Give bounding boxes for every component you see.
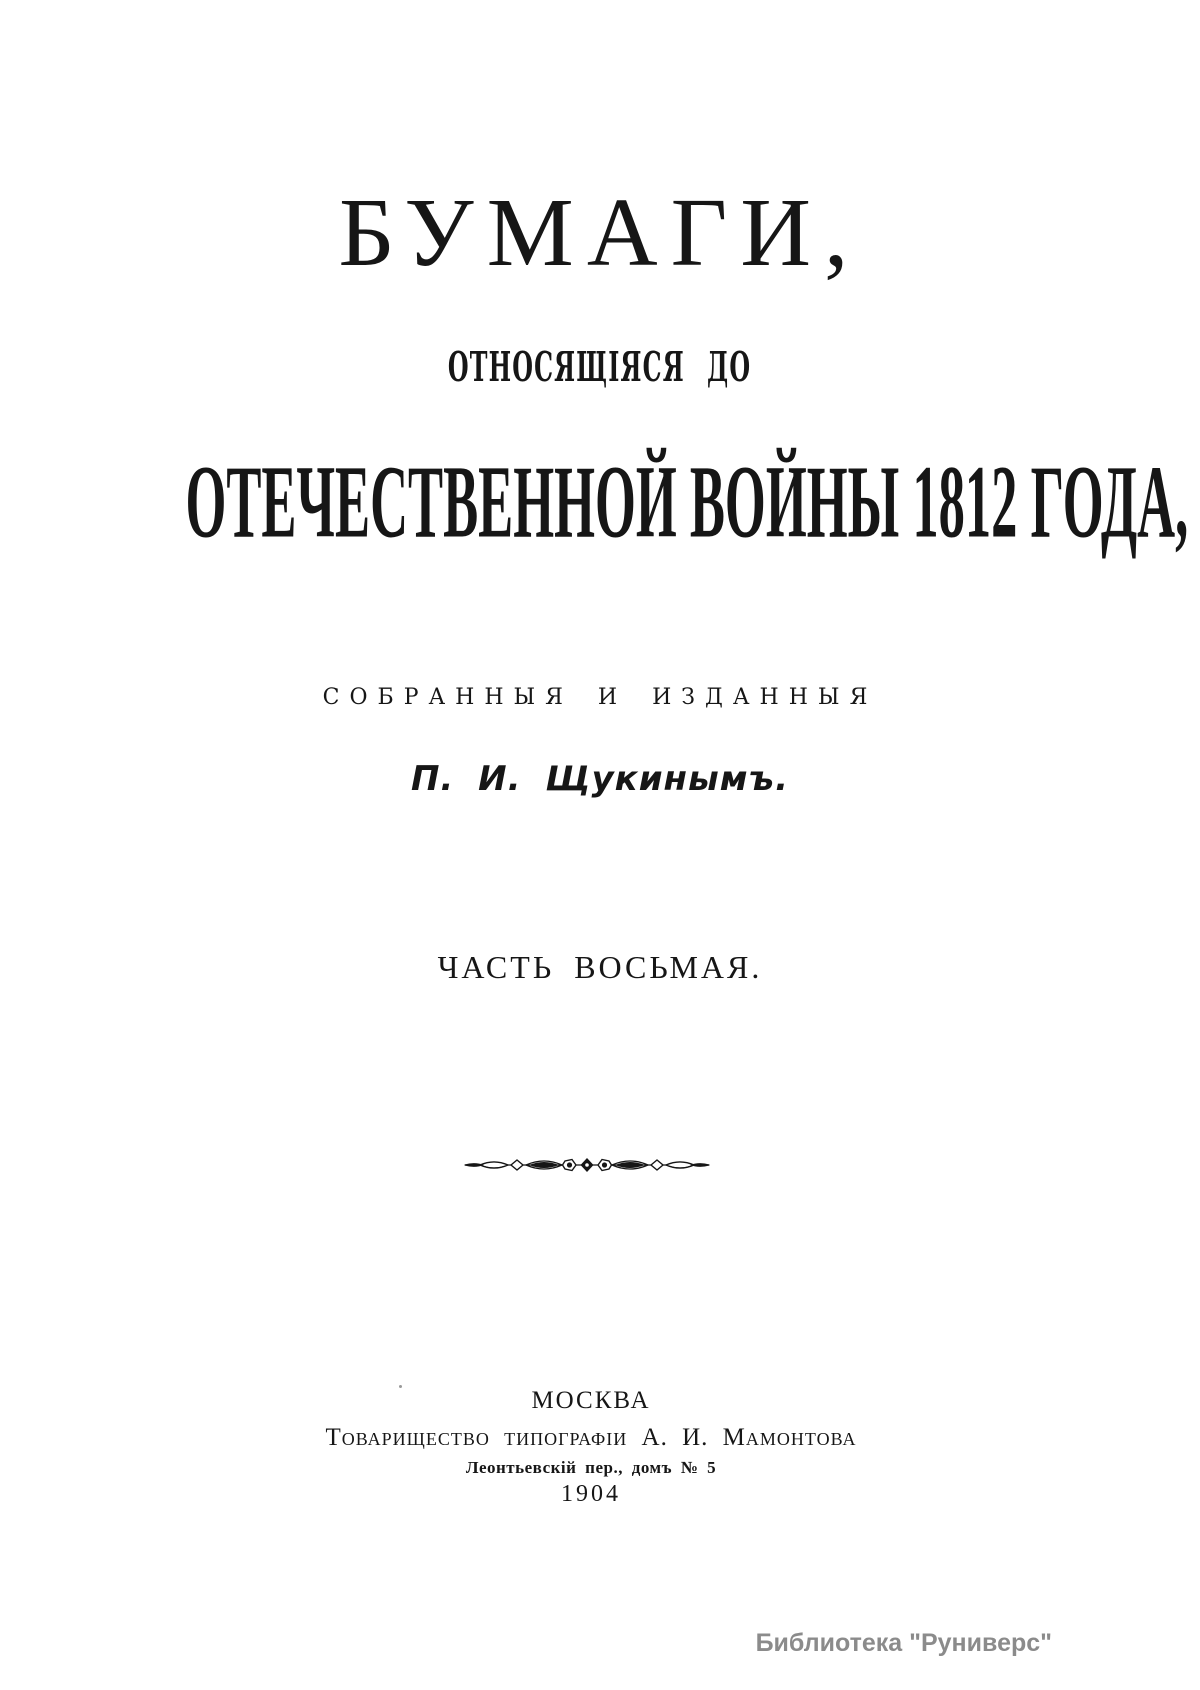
- imprint-publisher: Товарищество типографіи А. И. Мамонтова: [325, 1424, 857, 1451]
- title-subject-line: [0, 444, 1200, 560]
- book-title: БУМАГИ,: [338, 179, 862, 287]
- ornament-divider: [0, 1151, 1200, 1179]
- imprint-address: Леонтьевскій пер., домъ № 5: [465, 1458, 717, 1477]
- imprint-year: 1904: [561, 1481, 621, 1507]
- imprint-city: МОСКВА: [531, 1387, 651, 1414]
- library-watermark: Библиотека "Руниверс": [755, 1629, 1052, 1657]
- typographic-divider-icon: [462, 1151, 712, 1179]
- title-relation-text: ОТНОСЯЩІЯСЯ ДО: [448, 343, 752, 391]
- byline-collected: СОБРАННЫЯ И ИЗДАННЫЯ: [322, 685, 878, 710]
- author-name: П. И. Щукинымъ.: [410, 759, 790, 799]
- part-label: ЧАСТЬ ВОСЬМАЯ.: [437, 949, 763, 985]
- title-subject-text: ОТЕЧЕСТВЕННОЙ ВОЙНЫ 1812 ГОДА,: [185, 444, 1189, 560]
- title-relation-line: [0, 343, 1200, 391]
